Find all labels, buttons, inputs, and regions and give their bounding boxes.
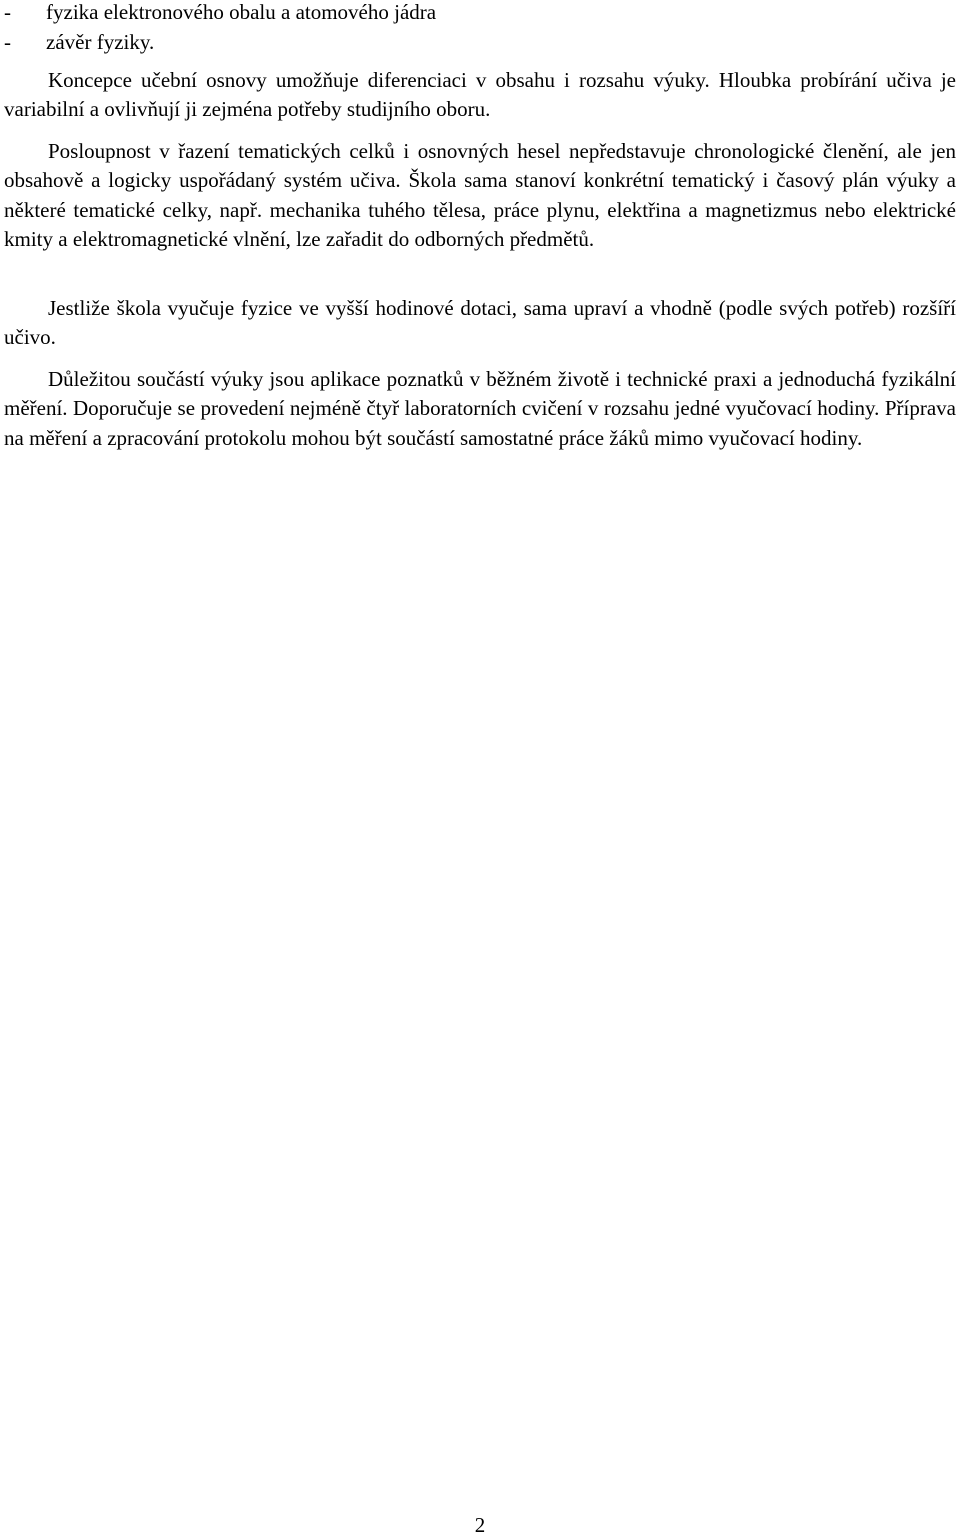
paragraph-curriculum-concept: Koncepce učební osnovy umožňuje diferenciaci v obsahu i rozsahu výuky. Hloubka probírání učiva je variabilní a ovlivňují ji zejména potřeby studijního oboru. [4, 68, 956, 122]
paragraph-topic-sequence: Posloupnost v řazení tematických celků i osnovných hesel nepředstavuje chronologické členění, ale jen obsahově a logicky uspořádaný systém učiva. Škola sama stanoví konkrétní tematický i časový plán výuky a některé tematické celky, např. mechanika tuhého tělesa, práce plynu, elektřina a magnetizmus nebo elektrické kmity a elektromagnetické vlnění, lze zařadit do odborných předmětů. [4, 139, 956, 251]
paragraph-applications-measurements: Důležitou součástí výuky jsou aplikace poznatků v běžném životě i technické praxi a jednoduchá fyzikální měření. Doporučuje se provedení nejméně čtyř laboratorních cvičení v rozsahu jedné vyučovací hodiny. Příprava na měření a zpracování protokolu mohou být součástí samostatné práce žáků mimo vyučovací hodiny. [4, 367, 956, 450]
bullet-dash: - [4, 0, 11, 24]
page-number: 2 [474, 1513, 486, 1537]
list-item-text: závěr fyziky. [46, 30, 155, 54]
list-item [4, 28, 956, 58]
paragraph-extended-hours: Jestliže škola vyučuje fyzice ve vyšší hodinové dotaci, sama upraví a vhodně (podle svých potřeb) rozšíří učivo. [4, 296, 956, 350]
list-item [4, 0, 956, 28]
bullet-list [4, 0, 956, 58]
bullet-dash: - [4, 30, 11, 54]
list-item-text: fyzika elektronového obalu a atomového jádra [46, 0, 437, 24]
